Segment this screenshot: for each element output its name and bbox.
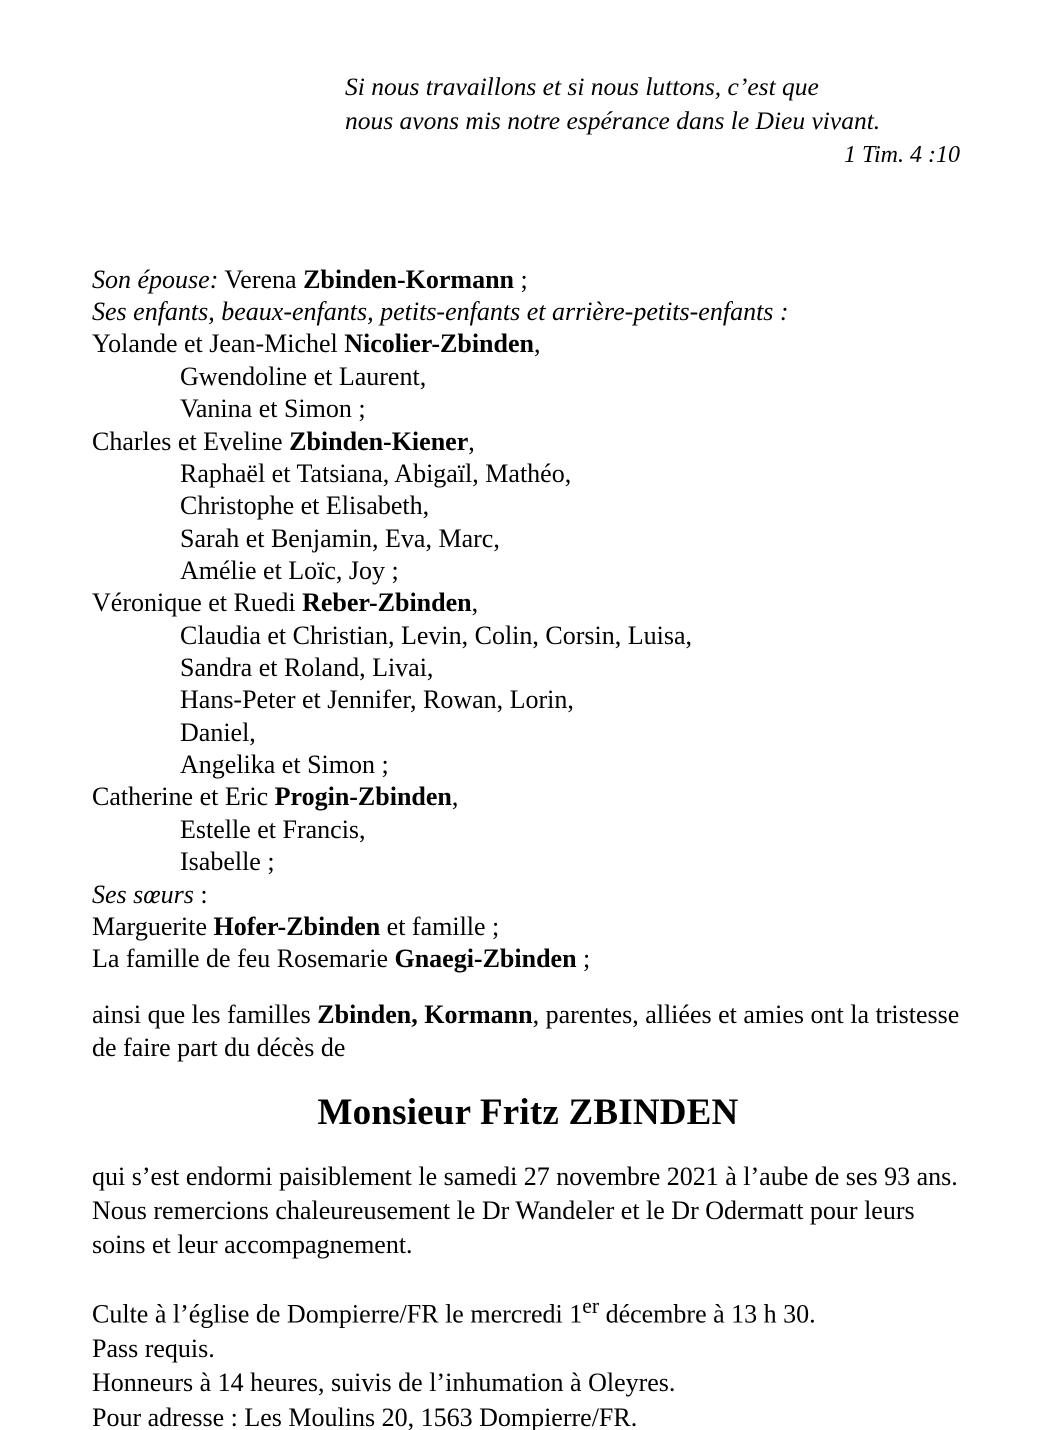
- family-member: Estelle et Francis,: [180, 814, 366, 844]
- family-member: Gwendoline et Laurent,: [180, 361, 427, 391]
- intro-after: , parentes, alliées et amies ont la tristesse de faire part du décès de: [92, 999, 960, 1063]
- family-member: Raphaël et Tatsiana, Abigaïl, Mathéo,: [180, 458, 572, 488]
- group-2-head-before: Charles et Eveline: [92, 426, 290, 456]
- group-2-head-name: Zbinden-Kiener: [289, 426, 469, 456]
- sisters-label: Ses sœurs: [92, 879, 194, 909]
- announcement-intro: [0, 976, 1056, 1066]
- group-4-head-after: ,: [451, 782, 459, 812]
- family-group-head: [92, 781, 964, 813]
- spouse-suffix: ;: [514, 264, 528, 294]
- service-line-1-after: décembre à 13 h 30.: [599, 1299, 816, 1329]
- family-member: Claudia et Christian, Levin, Colin, Corsin, Luisa,: [180, 620, 693, 650]
- family-member: Amélie et Loïc, Joy ;: [180, 555, 399, 585]
- service-line-1-before: Culte à l’église de Dompierre/FR le mercredi 1: [92, 1299, 583, 1329]
- spouse-label: Son épouse:: [92, 264, 219, 294]
- epigraph-line-1: Si nous travaillons et si nous luttons, c’est que: [345, 72, 819, 101]
- sister-1-before: Marguerite: [92, 911, 214, 941]
- family-member: Isabelle ;: [180, 847, 275, 877]
- family-member: Christophe et Elisabeth,: [180, 491, 430, 521]
- spacer: [0, 172, 1056, 264]
- service-details: [0, 1262, 1056, 1430]
- family-member: Angelika et Simon ;: [180, 750, 389, 780]
- epigraph-block: [0, 0, 1056, 172]
- sisters-label-suffix: :: [193, 879, 208, 909]
- group-4-head-name: Progin-Zbinden: [274, 782, 452, 812]
- intro-families: Zbinden, Kormann: [317, 999, 533, 1029]
- family-group-head: [92, 587, 964, 619]
- sisters-label-row: [92, 879, 964, 911]
- group-3-head-after: ,: [471, 588, 479, 618]
- sister-row: [92, 943, 964, 975]
- spouse-row: [92, 264, 964, 296]
- sister-1-name: Hofer-Zbinden: [213, 911, 381, 941]
- group-1-head-after: ,: [533, 329, 541, 359]
- spouse-family-name: Zbinden-Kormann: [303, 264, 515, 294]
- family-member: Vanina et Simon ;: [180, 394, 366, 424]
- family-member: Hans-Peter et Jennifer, Rowan, Lorin,: [180, 685, 574, 715]
- sister-2-before: La famille de feu Rosemarie: [92, 944, 395, 974]
- group-3-head-before: Véronique et Ruedi: [92, 588, 303, 618]
- service-line-4: Pour adresse : Les Moulins 20, 1563 Dompierre/FR.: [92, 1403, 638, 1430]
- group-3-head-name: Reber-Zbinden: [302, 588, 472, 618]
- service-line-1: [92, 1292, 964, 1332]
- spouse-first-name: Verena: [218, 264, 304, 294]
- sister-row: [92, 911, 964, 943]
- family-member: Sandra et Roland, Livai,: [180, 653, 434, 683]
- intro-before: ainsi que les familles: [92, 999, 318, 1029]
- epigraph-reference: 1 Tim. 4 :10: [843, 141, 960, 168]
- group-4-head-before: Catherine et Eric: [92, 782, 275, 812]
- deceased-name: Monsieur Fritz ZBINDEN: [317, 1092, 739, 1134]
- service-line-3: Honneurs à 14 heures, suivis de l’inhumation à Oleyres.: [92, 1368, 676, 1398]
- sister-2-name: Gnaegi-Zbinden: [394, 944, 577, 974]
- family-list: [0, 264, 1056, 976]
- sister-1-after: et famille ;: [380, 911, 500, 941]
- group-1-head-before: Yolande et Jean-Michel: [92, 329, 345, 359]
- notice-paragraph: qui s’est endormi paisiblement le samedi 27 novembre 2021 à l’aube de ses 93 ans. Nous remercions chaleureusement le Dr Wandeler et le Dr Odermatt pour leurs soins et leur accompagnement.: [92, 1162, 958, 1259]
- epigraph-line-2: nous avons mis notre espérance dans le Dieu vivant.: [345, 105, 881, 135]
- family-group-head: [92, 328, 964, 360]
- group-2-head-after: ,: [468, 426, 475, 456]
- sister-2-after: ;: [576, 944, 591, 974]
- children-label: Ses enfants, beaux-enfants, petits-enfants et arrière-petits-enfants :: [92, 297, 789, 327]
- group-1-head-name: Nicolier-Zbinden: [344, 329, 534, 359]
- service-line-2: Pass requis.: [92, 1333, 215, 1363]
- family-member: Daniel,: [180, 717, 256, 747]
- family-member: Sarah et Benjamin, Eva, Marc,: [180, 523, 500, 553]
- family-group-head: [92, 426, 964, 458]
- service-line-1-ordinal: er: [582, 1293, 600, 1318]
